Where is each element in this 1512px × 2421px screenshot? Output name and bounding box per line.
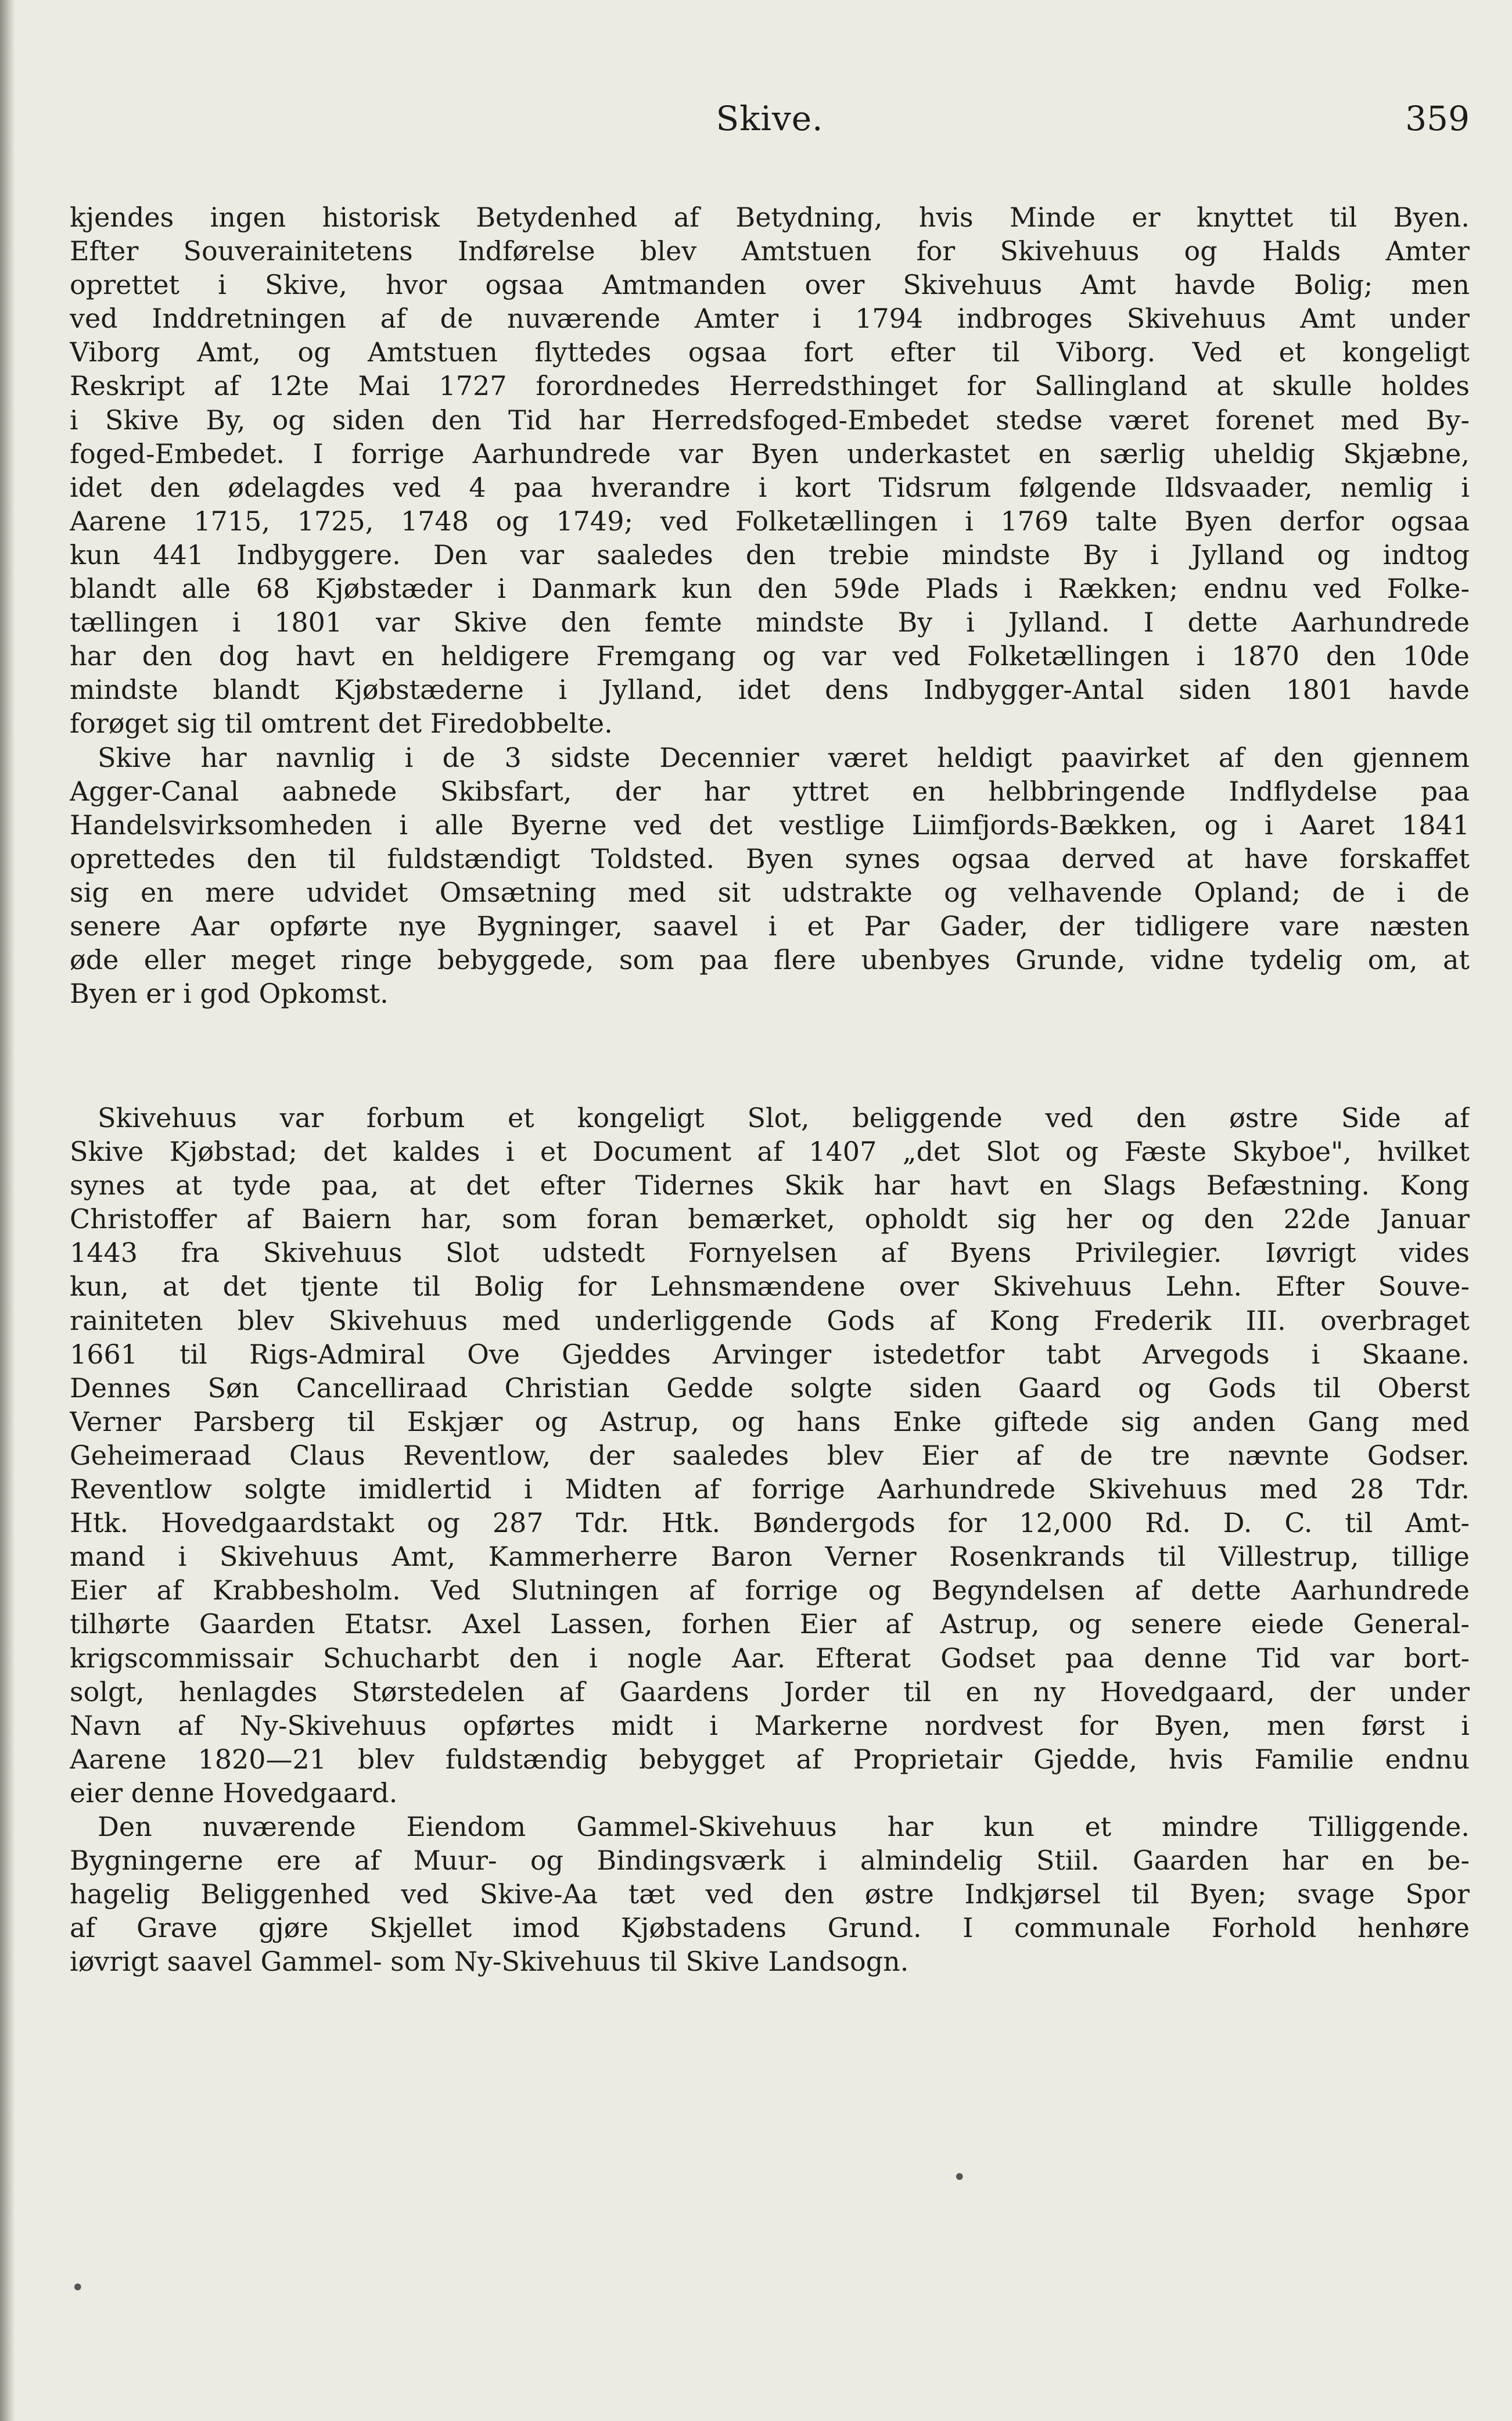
- text-line: kjendes ingen historisk Betydenhed af Betydning, hvis Minde er knyttet til Byen.: [70, 202, 1470, 233]
- text-line: blandt alle 68 Kjøbstæder i Danmark kun den 59de Plads i Rækken; endnu ved Folke-: [70, 573, 1470, 605]
- text-line: Handelsvirksomheden i alle Byerne ved det vestlige Liimfjords-Bækken, og i Aaret 1841: [70, 809, 1470, 841]
- text-line: Agger-Canal aabnede Skibsfart, der har yttret en helbbringende Indflydelse paa: [70, 775, 1470, 807]
- text-line: idet den ødelagdes ved 4 paa hverandre i kort Tidsrum følgende Ildsvaader, nemlig i: [70, 471, 1470, 503]
- text-line: Byen er i god Opkomst.: [70, 978, 389, 1010]
- text-line: øde eller meget ringe bebyggede, som paa flere ubenbyes Grunde, vidne tydelig om, at: [70, 944, 1470, 976]
- text-line: har den dog havt en heldigere Fremgang og var ved Folketællingen i 1870 den 10de: [70, 640, 1470, 672]
- text-line: Den nuværende Eiendom Gammel-Skivehuus har kun et mindre Tilliggende.: [98, 1810, 1470, 1842]
- text-line: i Skive By, og siden den Tid har Herredsfoged-Embedet stedse været forenet med By-: [70, 404, 1470, 436]
- text-line: Christoffer af Baiern har, som foran bemærket, opholdt sig her og den 22de Januar: [70, 1203, 1470, 1235]
- text-line: senere Aar opførte nye Bygninger, saavel i et Par Gader, der tidligere vare næsten: [70, 910, 1470, 942]
- text-line: Skivehuus var forbum et kongeligt Slot, beliggende ved den østre Side af: [98, 1102, 1470, 1134]
- text-line: Efter Souverainitetens Indførelse blev Amtstuen for Skivehuus og Halds Amter: [70, 235, 1470, 267]
- text-line: Reventlow solgte imidlertid i Midten af forrige Aarhundrede Skivehuus med 28 Tdr.: [70, 1473, 1470, 1505]
- text-line: oprettedes den til fuldstændigt Toldsted. Byen synes ogsaa derved at have forskaffet: [70, 842, 1470, 874]
- text-line: tilhørte Gaarden Etatsr. Axel Lassen, forhen Eier af Astrup, og senere eiede General-: [70, 1608, 1470, 1640]
- text-line: eier denne Hovedgaard.: [70, 1777, 398, 1809]
- text-line: Eier af Krabbesholm. Ved Slutningen af forrige og Begyndelsen af dette Aarhundrede: [70, 1574, 1470, 1606]
- ink-mark: •: [71, 2275, 85, 2301]
- text-line: mindste blandt Kjøbstæderne i Jylland, idet dens Indbygger-Antal siden 1801 havde: [70, 674, 1470, 706]
- text-line: solgt, henlagdes Størstedelen af Gaardens Jorder til en ny Hovedgaard, der under: [70, 1676, 1470, 1708]
- text-line: Skive har navnlig i de 3 sidste Decennier været heldigt paavirket af den gjennem: [98, 741, 1470, 773]
- text-line: Reskript af 12te Mai 1727 forordnedes Herredsthinget for Sallingland at skulle holdes: [70, 370, 1470, 402]
- text-line: krigscommissair Schucharbt den i nogle Aar. Efterat Godset paa denne Tid var bort-: [70, 1642, 1470, 1674]
- text-line: ved Inddretningen af de nuværende Amter i 1794 indbroges Skivehuus Amt under: [70, 303, 1470, 335]
- text-line: kun, at det tjente til Bolig for Lehnsmændene over Skivehuus Lehn. Efter Souve-: [70, 1271, 1470, 1303]
- text-line: Bygningerne ere af Muur- og Bindingsværk i almindelig Stiil. Gaarden har en be-: [70, 1845, 1470, 1877]
- page-number: 359: [1405, 99, 1470, 138]
- page-header: [70, 99, 1470, 145]
- text-line: Skive Kjøbstad; det kaldes i et Document af 1407 „det Slot og Fæste Skyboe", hvilket: [70, 1136, 1470, 1168]
- text-line: af Grave gjøre Skjellet imod Kjøbstadens Grund. I communale Forhold henhøre: [70, 1912, 1470, 1944]
- text-line: Verner Parsberg til Eskjær og Astrup, og hans Enke giftede sig anden Gang med: [70, 1405, 1470, 1437]
- ink-mark: •: [953, 2164, 967, 2191]
- text-line: hagelig Beliggenhed ved Skive-Aa tæt ved den østre Indkjørsel til Byen; svage Spor: [70, 1878, 1470, 1910]
- paragraph-block-history: [70, 200, 1470, 1010]
- running-title: Skive.: [716, 99, 824, 138]
- text-line: iøvrigt saavel Gammel- som Ny-Skivehuus til Skive Landsogn.: [70, 1946, 909, 1978]
- text-line: sig en mere udvidet Omsætning med sit udstrakte og velhavende Opland; de i de: [70, 876, 1470, 908]
- text-line: 1661 til Rigs-Admiral Ove Gjeddes Arvinger istedetfor tabt Arvegods i Skaane.: [70, 1338, 1470, 1370]
- text-line: rainiteten blev Skivehuus med underliggende Gods af Kong Frederik III. overbraget: [70, 1304, 1470, 1336]
- text-line: 1443 fra Skivehuus Slot udstedt Fornyelsen af Byens Privilegier. Iøvrigt vides: [70, 1237, 1470, 1269]
- page-edge: [0, 0, 15, 2421]
- text-line: Htk. Hovedgaardstakt og 287 Tdr. Htk. Bøndergods for 12,000 Rd. D. C. til Amt-: [70, 1507, 1470, 1539]
- text-line: kun 441 Indbyggere. Den var saaledes den trebie mindste By i Jylland og indtog: [70, 539, 1470, 571]
- paragraph-block-skivehuus: [70, 1101, 1470, 1978]
- text-line: tællingen i 1801 var Skive den femte mindste By i Jylland. I dette Aarhundrede: [70, 607, 1470, 639]
- text-line: mand i Skivehuus Amt, Kammerherre Baron Verner Rosenkrands til Villestrup, tillige: [70, 1541, 1470, 1573]
- text-line: Dennes Søn Cancelliraad Christian Gedde solgte siden Gaard og Gods til Oberst: [70, 1372, 1470, 1404]
- text-line: oprettet i Skive, hvor ogsaa Amtmanden over Skivehuus Amt havde Bolig; men: [70, 269, 1470, 301]
- text-line: Navn af Ny-Skivehuus opførtes midt i Markerne nordvest for Byen, men først i: [70, 1709, 1470, 1741]
- text-line: Aarene 1820—21 blev fuldstændig bebygget af Proprietair Gjedde, hvis Familie endnu: [70, 1743, 1470, 1775]
- text-line: Geheimeraad Claus Reventlow, der saaledes blev Eier af de tre nævnte Godser.: [70, 1439, 1470, 1471]
- text-line: foged-Embedet. I forrige Aarhundrede var Byen underkastet en særlig uheldig Skjæbne,: [70, 437, 1470, 469]
- text-line: forøget sig til omtrent det Firedobbelte.: [70, 708, 613, 740]
- text-line: Aarene 1715, 1725, 1748 og 1749; ved Folketællingen i 1769 talte Byen derfor ogsaa: [70, 505, 1470, 537]
- text-line: synes at tyde paa, at det efter Tidernes Skik har havt en Slags Befæstning. Kong: [70, 1170, 1470, 1201]
- text-line: Viborg Amt, og Amtstuen flyttedes ogsaa fort efter til Viborg. Ved et kongeligt: [70, 336, 1470, 368]
